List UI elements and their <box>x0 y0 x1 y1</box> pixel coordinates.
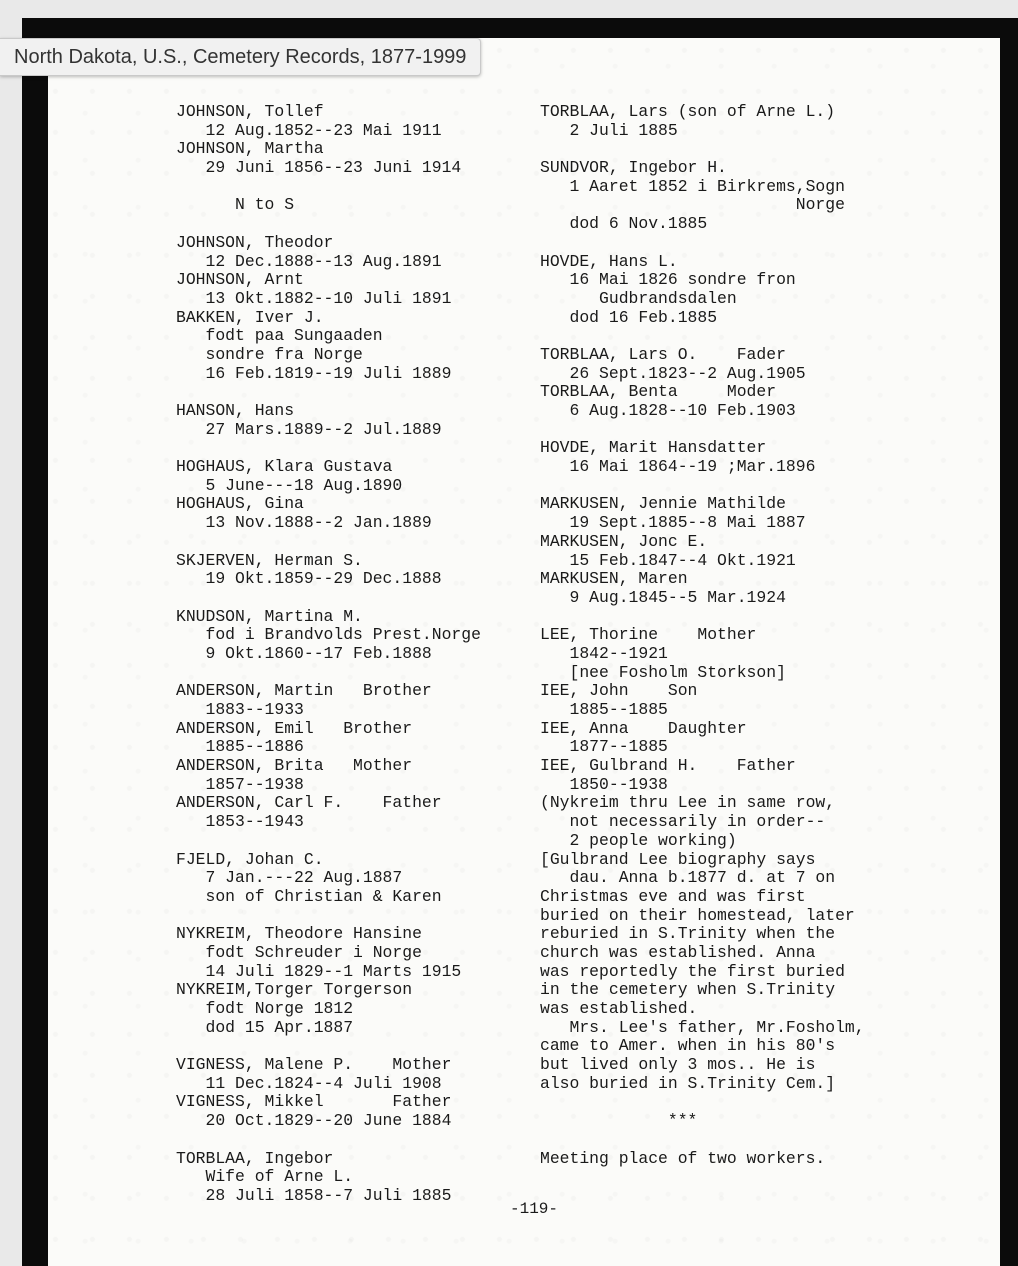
record-line: FJELD, Johan C. <box>176 849 324 869</box>
record-line: sondre fra Norge <box>176 344 363 364</box>
record-line: fod i Brandvolds Prest.Norge <box>176 625 481 645</box>
record-line: came to Amer. when in his 80's <box>540 1036 836 1056</box>
record-line <box>176 533 528 552</box>
record-line: 1853--1943 <box>176 812 304 832</box>
record-line: HOVDE, Marit Hansdatter <box>540 438 767 458</box>
record-line: MARKUSEN, Jennie Mathilde <box>540 494 786 514</box>
record-line: 11 Dec.1824--4 Juli 1908 <box>176 1073 442 1093</box>
right-column <box>540 103 920 1168</box>
record-line: also buried in S.Trinity Cem.] <box>540 1073 836 1093</box>
record-line: MARKUSEN, Jonc E. <box>540 531 708 551</box>
record-line: 16 Mai 1826 sondre fron <box>540 270 796 290</box>
record-line: was reportedly the first buried <box>540 961 845 981</box>
record-line: 19 Okt.1859--29 Dec.1888 <box>176 569 442 589</box>
record-line: son of Christian & Karen <box>176 886 442 906</box>
record-line <box>176 1037 528 1056</box>
record-line <box>540 327 920 346</box>
record-line <box>176 383 528 402</box>
record-line: 7 Jan.---22 Aug.1887 <box>176 868 403 888</box>
record-line: 19 Sept.1885--8 Mai 1887 <box>540 513 806 533</box>
record-line: 1 Aaret 1852 i Birkrems,Sogn <box>540 176 845 196</box>
record-line: Meeting place of two workers. <box>540 1148 826 1168</box>
record-line: 1850--1938 <box>540 774 668 794</box>
record-line: HOGHAUS, Gina <box>176 494 304 514</box>
record-line: NYKREIM,Torger Torgerson <box>176 980 413 1000</box>
record-line: dod 6 Nov.1885 <box>540 214 708 234</box>
record-line: 9 Okt.1860--17 Feb.1888 <box>176 643 432 663</box>
record-line: 16 Mai 1864--19 ;Mar.1896 <box>540 457 816 477</box>
record-line: HANSON, Hans <box>176 401 295 420</box>
record-line: 14 Juli 1829--1 Marts 1915 <box>176 961 462 981</box>
record-line: BAKKEN, Iver J. <box>176 307 324 327</box>
record-line <box>176 589 528 608</box>
record-line: buried on their homestead, later <box>540 905 855 925</box>
record-line: 1885--1886 <box>176 737 304 757</box>
record-line: 26 Sept.1823--2 Aug.1905 <box>540 363 806 383</box>
record-line: [nee Fosholm Storkson] <box>540 662 786 682</box>
record-line <box>176 215 528 234</box>
record-line: ANDERSON, Martin Brother <box>176 681 432 701</box>
record-line <box>540 1093 920 1112</box>
record-line <box>540 1131 920 1150</box>
record-line <box>176 178 528 197</box>
record-line: IEE, Gulbrand H. Father <box>540 756 796 776</box>
record-line: dod 16 Feb.1885 <box>540 307 718 327</box>
record-line: 13 Nov.1888--2 Jan.1889 <box>176 513 432 533</box>
record-line: Wife of Arne L. <box>176 1167 354 1187</box>
record-line: TORBLAA, Lars (son of Arne L.) <box>540 102 836 121</box>
record-line <box>176 439 528 458</box>
record-line: 12 Aug.1852--23 Mai 1911 <box>176 120 442 140</box>
record-line: KNUDSON, Martina M. <box>176 606 363 626</box>
record-line <box>176 832 528 851</box>
record-line: *** <box>540 1111 698 1131</box>
record-line: ANDERSON, Brita Mother <box>176 756 413 776</box>
record-line: church was established. Anna <box>540 942 816 962</box>
record-line <box>176 664 528 683</box>
record-line: 12 Dec.1888--13 Aug.1891 <box>176 251 442 271</box>
record-line: Gudbrandsdalen <box>540 288 737 308</box>
record-line: was established. <box>540 999 698 1018</box>
record-line: (Nykreim thru Lee in same row, <box>540 793 836 813</box>
record-line: Mrs. Lee's father, Mr.Fosholm, <box>540 1017 865 1037</box>
record-line: LEE, Thorine Mother <box>540 625 757 645</box>
record-line: 1885--1885 <box>540 700 668 719</box>
record-line: fodt Schreuder i Norge <box>176 942 422 962</box>
record-line <box>176 907 528 926</box>
record-line: TORBLAA, Benta Moder <box>540 382 777 402</box>
record-line: Christmas eve and was first <box>540 886 806 906</box>
record-line <box>540 477 920 496</box>
record-line: Norge <box>540 195 845 215</box>
record-line: not necessarily in order-- <box>540 812 826 832</box>
record-line <box>540 140 920 159</box>
page-number: -119- <box>510 1200 559 1218</box>
record-line: 2 people working) <box>540 830 737 850</box>
record-line: 6 Aug.1828--10 Feb.1903 <box>540 401 796 420</box>
record-line: 1842--1921 <box>540 643 668 663</box>
record-line: ANDERSON, Emil Brother <box>176 718 413 738</box>
record-line: IEE, John Son <box>540 681 698 701</box>
record-line: VIGNESS, Mikkel Father <box>176 1092 452 1112</box>
record-line: fodt Norge 1812 <box>176 999 354 1018</box>
record-line: TORBLAA, Lars O. Fader <box>540 344 786 364</box>
record-line: HOVDE, Hans L. <box>540 251 678 271</box>
record-line: 5 June---18 Aug.1890 <box>176 475 403 495</box>
record-line: VIGNESS, Malene P. Mother <box>176 1055 452 1075</box>
record-line: SKJERVEN, Herman S. <box>176 550 363 570</box>
record-line <box>540 421 920 440</box>
record-line: 16 Feb.1819--19 Juli 1889 <box>176 363 452 383</box>
record-line: JOHNSON, Theodor <box>176 232 334 252</box>
record-line: but lived only 3 mos.. He is <box>540 1055 816 1075</box>
record-line <box>540 234 920 253</box>
record-line: 2 Juli 1885 <box>540 120 678 140</box>
record-line: 1883--1933 <box>176 700 304 719</box>
record-line: 1857--1938 <box>176 774 304 794</box>
record-line: NYKREIM, Theodore Hansine <box>176 924 422 944</box>
record-line: 20 Oct.1829--20 June 1884 <box>176 1111 452 1131</box>
record-line: dau. Anna b.1877 d. at 7 on <box>540 868 836 888</box>
record-line: 15 Feb.1847--4 Okt.1921 <box>540 550 796 570</box>
record-line <box>540 608 920 627</box>
left-column <box>176 103 528 1206</box>
record-line: 1877--1885 <box>540 737 668 757</box>
record-line: JOHNSON, Tollef <box>176 102 324 121</box>
record-line <box>176 1131 528 1150</box>
collection-title-tooltip: North Dakota, U.S., Cemetery Records, 1877-1999 <box>0 38 481 76</box>
record-line: reburied in S.Trinity when the <box>540 924 836 944</box>
record-line: JOHNSON, Arnt <box>176 270 304 290</box>
record-line: 27 Mars.1889--2 Jul.1889 <box>176 419 442 439</box>
record-line: JOHNSON, Martha <box>176 139 324 159</box>
record-line: SUNDVOR, Ingebor H. <box>540 158 727 178</box>
record-line: IEE, Anna Daughter <box>540 718 747 738</box>
record-line: 29 Juni 1856--23 Juni 1914 <box>176 158 462 178</box>
record-line: 13 Okt.1882--10 Juli 1891 <box>176 288 452 308</box>
record-line: MARKUSEN, Maren <box>540 569 688 589</box>
record-line: 28 Juli 1858--7 Juli 1885 <box>176 1185 452 1205</box>
record-line: 9 Aug.1845--5 Mar.1924 <box>540 587 786 607</box>
record-line: dod 15 Apr.1887 <box>176 1017 354 1037</box>
record-line: [Gulbrand Lee biography says <box>540 849 816 869</box>
record-line: TORBLAA, Ingebor <box>176 1148 334 1168</box>
record-line: in the cemetery when S.Trinity <box>540 980 836 1000</box>
record-line: ANDERSON, Carl F. Father <box>176 793 442 813</box>
record-line: HOGHAUS, Klara Gustava <box>176 457 393 477</box>
record-line: N to S <box>176 195 295 215</box>
record-line: fodt paa Sungaaden <box>176 326 383 346</box>
